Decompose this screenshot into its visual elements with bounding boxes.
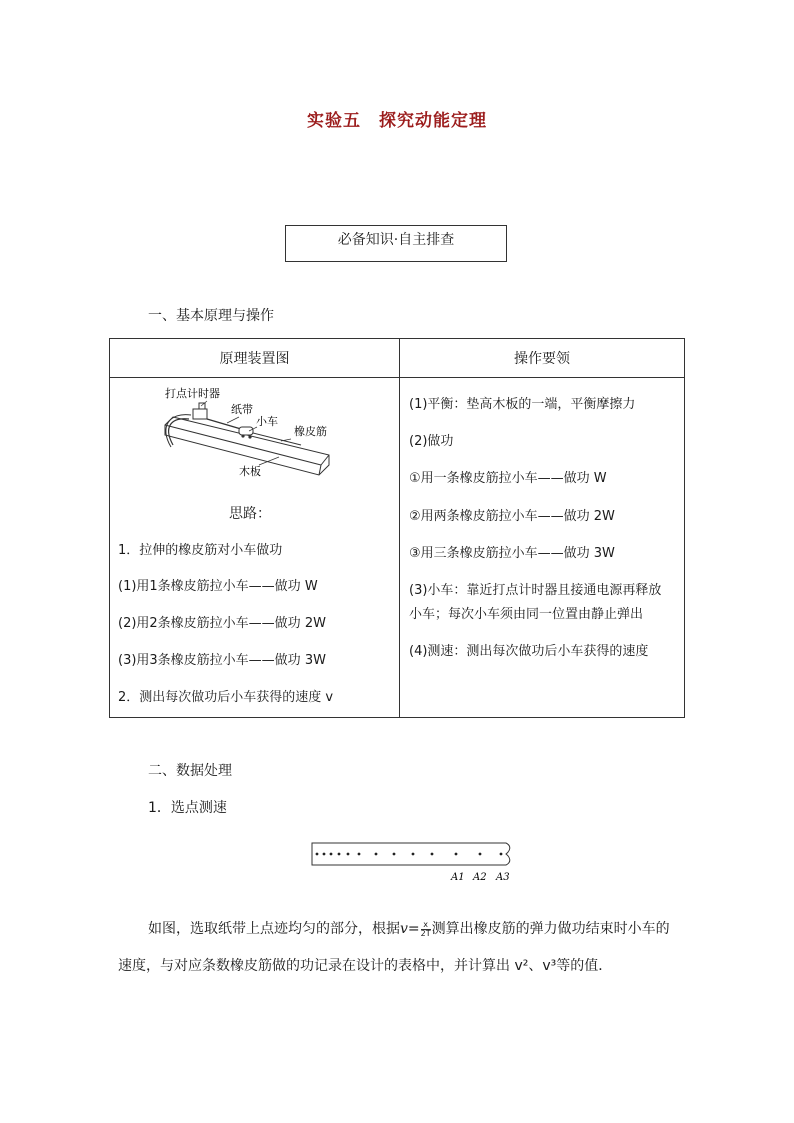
tape-dot — [358, 853, 361, 856]
tape-dot — [347, 853, 350, 856]
tape-dot — [412, 853, 415, 856]
right-line-6b: 小车；每次小车须由同一位置由静止弹出 — [409, 607, 644, 622]
heading-basic-principle: 一、基本原理与操作 — [148, 308, 274, 324]
tape-dot — [323, 853, 326, 856]
formula-v: v — [400, 921, 408, 937]
timer-device — [193, 409, 207, 419]
paragraph-line-1 — [148, 918, 670, 938]
label-tape: 纸带 — [231, 403, 253, 416]
formula-fraction — [421, 921, 431, 938]
right-line-6a: (3)小车：靠近打点计时器且接通电源再释放 — [409, 583, 662, 598]
right-line-7: (4)测速：测出每次做功后小车获得的速度 — [409, 644, 649, 659]
right-line-2: (2)做功 — [409, 434, 454, 449]
heading-data-processing: 二、数据处理 — [148, 763, 232, 779]
label-cart: 小车 — [256, 415, 278, 428]
left-line-2: (1)用1条橡皮筋拉小车——做功 W — [118, 579, 318, 594]
tape-dot — [330, 853, 333, 856]
paper-tape-figure — [308, 838, 518, 886]
para1-before: 如图，选取纸带上点迹均匀的部分，根据 — [148, 921, 400, 937]
tape-dot — [393, 853, 396, 856]
tape-dot — [375, 853, 378, 856]
paragraph-line-2: 速度，与对应条数橡皮筋做的功记录在设计的表格中，并计算出 v²、v³等的值． — [118, 958, 613, 974]
tape-dot — [338, 853, 341, 856]
tape-dot — [431, 853, 434, 856]
principle-table — [109, 338, 685, 718]
formula-numerator: x — [421, 921, 431, 930]
formula-eq: = — [407, 921, 420, 937]
table-header-left: 原理装置图 — [110, 339, 400, 378]
right-line-5: ③用三条橡皮筋拉小车——做功 3W — [409, 546, 615, 561]
idea-label: 思路： — [229, 506, 271, 522]
right-line-3: ①用一条橡皮筋拉小车——做功 W — [409, 471, 607, 486]
heading-select-points: 1．选点测速 — [148, 800, 227, 816]
label-band: 橡皮筋 — [294, 425, 327, 438]
para1-after: 测算出橡皮筋的弹力做功结束时小车的 — [431, 921, 670, 937]
label-timer: 打点计时器 — [165, 387, 220, 400]
right-line-1: (1)平衡：垫高木板的一端，平衡摩擦力 — [409, 397, 636, 412]
left-line-3: (2)用2条橡皮筋拉小车——做功 2W — [118, 616, 326, 631]
cart — [239, 427, 253, 435]
title-part-2: 探究动能定理 — [379, 111, 487, 131]
label-board: 木板 — [239, 465, 261, 478]
right-line-4: ②用两条橡皮筋拉小车——做功 2W — [409, 509, 615, 524]
tape-label-a1: A1 — [451, 872, 465, 883]
section-box: 必备知识·自主排查 — [285, 225, 507, 262]
tape-dot — [500, 853, 503, 856]
tape-dot — [479, 853, 482, 856]
tape-label-a3: A3 — [496, 872, 510, 883]
apparatus-diagram — [111, 379, 398, 499]
title-part-1: 实验五 — [307, 111, 361, 131]
left-line-1: 1．拉伸的橡皮筋对小车做功 — [118, 543, 283, 558]
formula-denominator: 2T — [420, 928, 431, 938]
table-header-right: 操作要领 — [400, 339, 685, 378]
left-line-4: (3)用3条橡皮筋拉小车——做功 3W — [118, 653, 326, 668]
page-title — [0, 106, 794, 131]
tape-dot — [455, 853, 458, 856]
left-line-5: 2．测出每次做功后小车获得的速度 v — [118, 690, 334, 705]
table-cell-right — [400, 378, 685, 718]
table-cell-left — [110, 378, 400, 718]
tape-dot — [316, 853, 319, 856]
tape-label-a2: A2 — [473, 872, 487, 883]
